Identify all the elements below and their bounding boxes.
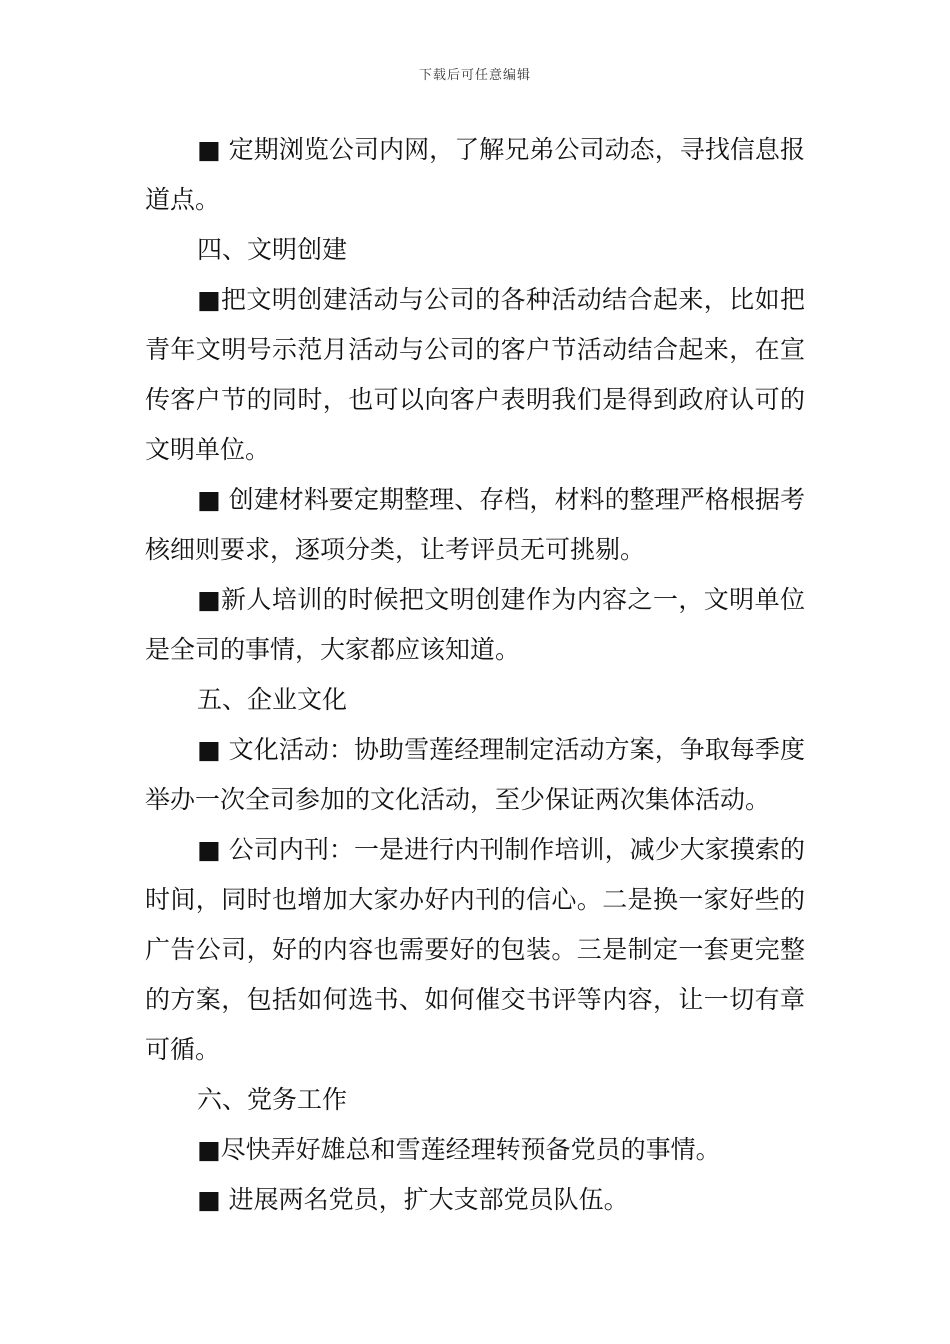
section-heading: 四、文明创建 [197,235,348,264]
bullet-paragraph: ■ 创建材料要定期整理、存档，材料的整理严格根据考核细则要求，逐项分类，让考评员无可挑剔。 [145,485,805,564]
bullet-paragraph: ■ 定期浏览公司内网，了解兄弟公司动态，寻找信息报道点。 [145,135,805,214]
bullet-paragraph: ■尽快弄好雄总和雪莲经理转预备党员的事情。 [197,1135,721,1164]
document-body [145,125,805,1225]
page-header: 下载后可任意编辑 [418,68,531,83]
section-heading: 五、企业文化 [197,685,348,714]
bullet-paragraph: ■新人培训的时候把文明创建作为内容之一，文明单位是全司的事情，大家都应该知道。 [145,585,805,664]
bullet-paragraph: ■ 文化活动：协助雪莲经理制定活动方案，争取每季度举办一次全司参加的文化活动，至少保证两次集体活动。 [145,735,805,814]
bullet-paragraph: ■ 进展两名党员，扩大支部党员队伍。 [197,1185,629,1214]
bullet-paragraph: ■ 公司内刊：一是进行内刊制作培训，减少大家摸索的时间，同时也增加大家办好内刊的信心。二是换一家好些的广告公司，好的内容也需要好的包装。三是制定一套更完整的方案，包括如何选书、如何催交书评等内容，让一切有章可循。 [145,835,805,1064]
bullet-paragraph: ■把文明创建活动与公司的各种活动结合起来，比如把青年文明号示范月活动与公司的客户节活动结合起来，在宣传客户节的同时，也可以向客户表明我们是得到政府认可的文明单位。 [145,285,805,464]
section-heading: 六、党务工作 [197,1085,348,1114]
